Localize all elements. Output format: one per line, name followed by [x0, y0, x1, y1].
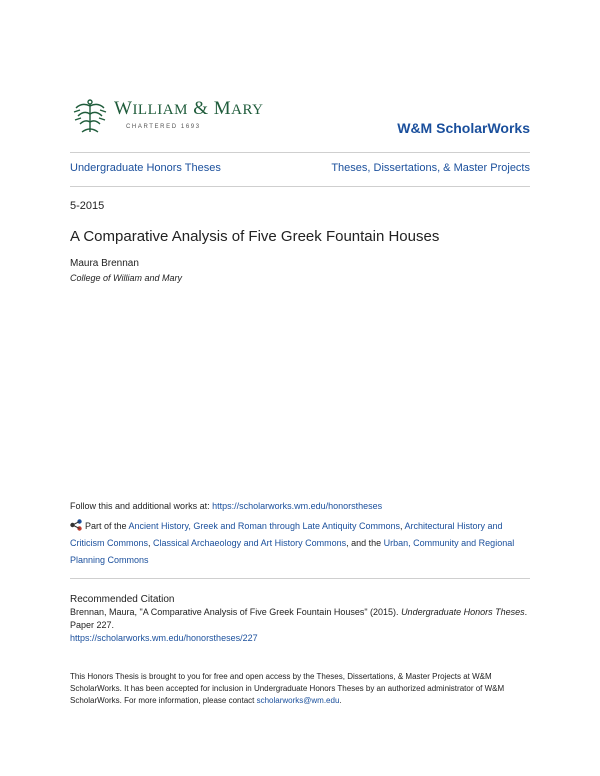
cover-page [70, 0, 530, 776]
document-title: A Comparative Analysis of Five Greek Fountain Houses [70, 228, 440, 245]
commons-link-urban-planning[interactable]: Urban, Community and Regional Planning Commons [70, 538, 515, 565]
part-of-block: Part of the Ancient History, Greek and Roman through Late Antiquity Commons, Architectural History and Criticism Commons, Classical Archaeology and Art History Commons, and the Urban, Community and Regional Planning Commons [70, 521, 515, 565]
citation-text: Brennan, Maura, "A Comparative Analysis of Five Greek Fountain Houses" (2015). Undergraduate Honors Theses. Paper 227. https://scholarworks.wm.edu/honorstheses/227 [70, 607, 528, 643]
divider [70, 186, 530, 187]
follow-line: Follow this and additional works at: https://scholarworks.wm.edu/honorstheses [70, 501, 383, 511]
honorstheses-url-link[interactable]: https://scholarworks.wm.edu/honorstheses [212, 501, 383, 511]
contact-email-link[interactable]: scholarworks@wm.edu [256, 696, 340, 705]
commons-link-architectural-history[interactable]: Architectural History and Criticism Commons [70, 521, 503, 548]
divider [70, 152, 530, 153]
crest-icon [72, 98, 108, 136]
author-affiliation: College of William and Mary [70, 273, 182, 283]
theses-dissertations-link[interactable]: Theses, Dissertations, & Master Projects [331, 162, 530, 174]
honors-theses-link[interactable]: Undergraduate Honors Theses [70, 162, 221, 174]
logo-charter: CHARTERED 1693 [126, 124, 201, 130]
publication-date: 5-2015 [70, 200, 105, 212]
logo-wordmark: WILLIAM & MARY [114, 98, 264, 119]
share-icon [70, 519, 82, 531]
citation-url-link[interactable]: https://scholarworks.wm.edu/honorstheses/227 [70, 633, 258, 643]
author-name: Maura Brennan [70, 258, 139, 269]
wm-logo[interactable] [72, 98, 263, 136]
scholarworks-brand[interactable]: W&M ScholarWorks [397, 120, 530, 136]
divider [70, 578, 530, 579]
commons-link-ancient-history[interactable]: Ancient History, Greek and Roman through Late Antiquity Commons [128, 521, 400, 531]
access-notice: This Honors Thesis is brought to you for free and open access by the Theses, Dissertations, & Master Projects at W&M ScholarWorks. It has been accepted for inclusion in Undergraduate Honors Theses by an authorized administrator of W&M ScholarWorks. For more information, please contact scholarworks@wm.edu. [70, 672, 505, 705]
citation-heading: Recommended Citation [70, 594, 175, 605]
header [70, 96, 530, 144]
commons-link-classical-archaeology[interactable]: Classical Archaeology and Art History Commons [153, 538, 347, 548]
